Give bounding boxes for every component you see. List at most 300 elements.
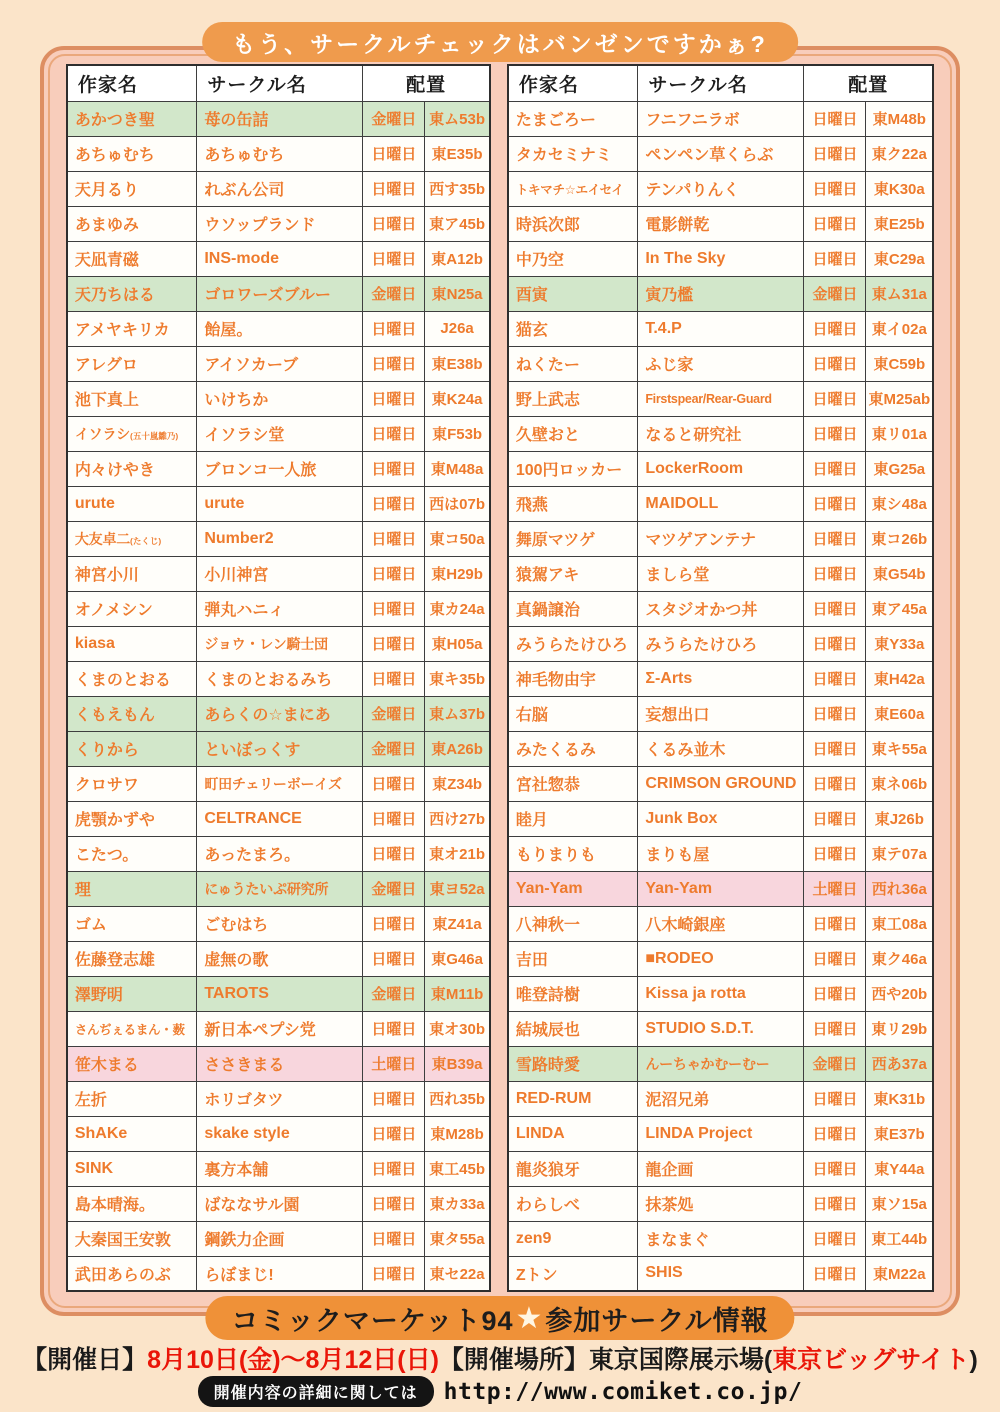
day-cell: 日曜日 bbox=[363, 486, 425, 521]
place-cell: 東オ21b bbox=[425, 836, 490, 871]
table-row bbox=[67, 241, 490, 276]
table-row bbox=[508, 241, 933, 276]
author-cell: 真鍋譲治 bbox=[508, 591, 638, 626]
place-cell: 東リ01a bbox=[866, 416, 933, 451]
author-cell: 雪路時愛 bbox=[508, 1046, 638, 1081]
author-cell: イソラシ(五十嵐雛乃) bbox=[67, 416, 197, 451]
author-cell: ねくたー bbox=[508, 346, 638, 381]
place-cell: 東リ29b bbox=[866, 1011, 933, 1046]
author-cell: 八神秋一 bbox=[508, 906, 638, 941]
author-cell: 島本晴海。 bbox=[67, 1186, 197, 1221]
table-row bbox=[67, 1081, 490, 1116]
author-cell: 天乃ちはる bbox=[67, 276, 197, 311]
table-row bbox=[67, 1116, 490, 1151]
day-cell: 日曜日 bbox=[363, 801, 425, 836]
circle-cell: あらくの☆まにあ bbox=[197, 696, 363, 731]
header-placement: 配置 bbox=[804, 65, 933, 101]
table-row bbox=[508, 1151, 933, 1186]
place-cell: 東イ02a bbox=[866, 311, 933, 346]
header-placement: 配置 bbox=[363, 65, 490, 101]
author-cell: 唯登詩樹 bbox=[508, 976, 638, 1011]
author-cell: みたくるみ bbox=[508, 731, 638, 766]
circle-cell: 寅乃檻 bbox=[638, 276, 804, 311]
table-row bbox=[508, 521, 933, 556]
venue-name-close: ) bbox=[969, 1346, 978, 1374]
circle-cell: マツゲアンテナ bbox=[638, 521, 804, 556]
place-cell: 東F53b bbox=[425, 416, 490, 451]
table-row bbox=[67, 626, 490, 661]
table-row bbox=[508, 136, 933, 171]
circle-cell: フニフニラボ bbox=[638, 101, 804, 136]
table-row bbox=[508, 381, 933, 416]
place-cell: 東G46a bbox=[425, 941, 490, 976]
place-cell: 東E35b bbox=[425, 136, 490, 171]
circle-cell: ■RODEO bbox=[638, 941, 804, 976]
table-row bbox=[67, 381, 490, 416]
circle-cell: Σ-Arts bbox=[638, 661, 804, 696]
table-row bbox=[508, 276, 933, 311]
place-cell: 東ク46a bbox=[866, 941, 933, 976]
day-cell: 日曜日 bbox=[804, 941, 866, 976]
circle-cell: ごむはち bbox=[197, 906, 363, 941]
author-cell: ShAKe bbox=[67, 1116, 197, 1151]
place-cell: 東タ55a bbox=[425, 1221, 490, 1256]
circle-cell: ペンペン草くらぶ bbox=[638, 136, 804, 171]
table-row bbox=[508, 206, 933, 241]
place-cell: 東コ50a bbox=[425, 521, 490, 556]
place-cell: 東H42a bbox=[866, 661, 933, 696]
author-cell: 池下真上 bbox=[67, 381, 197, 416]
table-row bbox=[67, 171, 490, 206]
circle-cell: ささきまる bbox=[197, 1046, 363, 1081]
place-cell: 東Y44a bbox=[866, 1151, 933, 1186]
place-cell: 東K31b bbox=[866, 1081, 933, 1116]
place-cell: 東M22a bbox=[866, 1256, 933, 1291]
table-row bbox=[67, 1186, 490, 1221]
author-cell: 舞原マツゲ bbox=[508, 521, 638, 556]
circle-cell: ましら堂 bbox=[638, 556, 804, 591]
author-cell: クロサワ bbox=[67, 766, 197, 801]
header-circle: サークル名 bbox=[638, 65, 804, 101]
author-cell: 大友卓二(たくじ) bbox=[67, 521, 197, 556]
place-cell: 東J26b bbox=[866, 801, 933, 836]
place-cell: 東C29a bbox=[866, 241, 933, 276]
table-row bbox=[508, 766, 933, 801]
place-cell: 東A26b bbox=[425, 731, 490, 766]
table-row bbox=[508, 1256, 933, 1291]
day-cell: 日曜日 bbox=[363, 521, 425, 556]
place-cell: 東セ22a bbox=[425, 1256, 490, 1291]
circle-cell: 裏方本舗 bbox=[197, 1151, 363, 1186]
circle-cell: TAROTS bbox=[197, 976, 363, 1011]
circle-cell: SHIS bbox=[638, 1256, 804, 1291]
table-row bbox=[67, 976, 490, 1011]
circle-cell: あちゅむち bbox=[197, 136, 363, 171]
place-cell: 東C59b bbox=[866, 346, 933, 381]
place-cell: 東ク22a bbox=[866, 136, 933, 171]
table-row bbox=[508, 836, 933, 871]
author-cell: たまごろー bbox=[508, 101, 638, 136]
day-cell: 日曜日 bbox=[363, 241, 425, 276]
place-cell: 東K30a bbox=[866, 171, 933, 206]
circle-cell: ふじ家 bbox=[638, 346, 804, 381]
table-row bbox=[67, 1151, 490, 1186]
circle-cell: MAIDOLL bbox=[638, 486, 804, 521]
table-row bbox=[508, 486, 933, 521]
table-row bbox=[67, 871, 490, 906]
day-cell: 日曜日 bbox=[804, 451, 866, 486]
day-cell: 日曜日 bbox=[363, 626, 425, 661]
table-row bbox=[508, 1011, 933, 1046]
table-row bbox=[508, 171, 933, 206]
circle-cell: スタジオかつ丼 bbox=[638, 591, 804, 626]
day-cell: 日曜日 bbox=[363, 451, 425, 486]
day-cell: 日曜日 bbox=[363, 661, 425, 696]
place-cell: 東ム53b bbox=[425, 101, 490, 136]
author-cell: くりから bbox=[67, 731, 197, 766]
day-cell: 日曜日 bbox=[804, 731, 866, 766]
circle-cell: といぼっくす bbox=[197, 731, 363, 766]
circle-cell: In The Sky bbox=[638, 241, 804, 276]
place-cell: 東Z41a bbox=[425, 906, 490, 941]
day-cell: 日曜日 bbox=[363, 1186, 425, 1221]
header-author: 作家名 bbox=[508, 65, 638, 101]
table-row bbox=[67, 311, 490, 346]
place-cell: 東ム37b bbox=[425, 696, 490, 731]
circle-table-right bbox=[507, 64, 934, 1292]
author-cell: くもえもん bbox=[67, 696, 197, 731]
circle-cell: いけちか bbox=[197, 381, 363, 416]
place-cell: 東テ07a bbox=[866, 836, 933, 871]
author-cell: みうらたけひろ bbox=[508, 626, 638, 661]
day-cell: 日曜日 bbox=[804, 766, 866, 801]
bottom-banner-text-right: 参加サークル情報 bbox=[545, 1305, 769, 1336]
circle-cell: 電影餅乾 bbox=[638, 206, 804, 241]
day-cell: 日曜日 bbox=[363, 416, 425, 451]
author-cell: 吉田 bbox=[508, 941, 638, 976]
place-cell: 東G25a bbox=[866, 451, 933, 486]
place-cell: 東M25ab bbox=[866, 381, 933, 416]
table-row bbox=[508, 731, 933, 766]
circle-cell: あったまろ。 bbox=[197, 836, 363, 871]
venue-name: 東京国際展示場( bbox=[588, 1346, 773, 1374]
author-cell: 宮社惣恭 bbox=[508, 766, 638, 801]
day-cell: 日曜日 bbox=[804, 311, 866, 346]
circle-table-left bbox=[66, 64, 491, 1292]
table-row bbox=[508, 1221, 933, 1256]
place-cell: 東N25a bbox=[425, 276, 490, 311]
author-cell: 笹木まる bbox=[67, 1046, 197, 1081]
table-row bbox=[67, 451, 490, 486]
open-date-label: 【開催日】 bbox=[22, 1346, 148, 1374]
circle-cell: くまのとおるみち bbox=[197, 661, 363, 696]
author-cell: 龍炎狼牙 bbox=[508, 1151, 638, 1186]
day-cell: 日曜日 bbox=[804, 101, 866, 136]
author-cell: 結城辰也 bbox=[508, 1011, 638, 1046]
venue-label: 【開催場所】 bbox=[438, 1346, 589, 1374]
place-cell: 西は07b bbox=[425, 486, 490, 521]
day-cell: 日曜日 bbox=[804, 661, 866, 696]
website-line bbox=[0, 1376, 1000, 1407]
circle-cell: Kissa ja rotta bbox=[638, 976, 804, 1011]
circle-cell: れぶん公司 bbox=[197, 171, 363, 206]
top-banner-text: もう、サークルチェックはバンゼンですかぁ? bbox=[232, 30, 768, 57]
place-cell: 東ヨ52a bbox=[425, 871, 490, 906]
author-cell: 野上武志 bbox=[508, 381, 638, 416]
table-row bbox=[67, 521, 490, 556]
day-cell: 日曜日 bbox=[804, 801, 866, 836]
day-cell: 日曜日 bbox=[363, 556, 425, 591]
author-cell: 澤野明 bbox=[67, 976, 197, 1011]
table-row bbox=[67, 1256, 490, 1291]
table-row bbox=[508, 1046, 933, 1081]
table-row bbox=[508, 101, 933, 136]
tables-container bbox=[0, 64, 1000, 1292]
author-cell: オノメシン bbox=[67, 591, 197, 626]
circle-cell: ウソップランド bbox=[197, 206, 363, 241]
circle-cell: 抹茶処 bbox=[638, 1186, 804, 1221]
author-cell: 理 bbox=[67, 871, 197, 906]
day-cell: 金曜日 bbox=[363, 276, 425, 311]
circle-cell: 龍企画 bbox=[638, 1151, 804, 1186]
circle-cell: まなまぐ bbox=[638, 1221, 804, 1256]
day-cell: 日曜日 bbox=[804, 696, 866, 731]
table-row bbox=[67, 101, 490, 136]
table-row bbox=[67, 766, 490, 801]
author-cell: 久壁おと bbox=[508, 416, 638, 451]
day-cell: 金曜日 bbox=[804, 276, 866, 311]
author-cell: LINDA bbox=[508, 1116, 638, 1151]
day-cell: 日曜日 bbox=[363, 1256, 425, 1291]
table-row bbox=[508, 416, 933, 451]
table-row bbox=[67, 136, 490, 171]
circle-cell: 町田チェリーボーイズ bbox=[197, 766, 363, 801]
author-cell: 右脳 bbox=[508, 696, 638, 731]
day-cell: 日曜日 bbox=[804, 241, 866, 276]
place-cell: 東E60a bbox=[866, 696, 933, 731]
day-cell: 日曜日 bbox=[804, 171, 866, 206]
place-cell: 東工45b bbox=[425, 1151, 490, 1186]
header-row bbox=[67, 65, 490, 101]
event-info-line bbox=[0, 1340, 1000, 1376]
day-cell: 日曜日 bbox=[804, 346, 866, 381]
table-row bbox=[67, 206, 490, 241]
circle-cell: 弾丸ハニィ bbox=[197, 591, 363, 626]
circle-cell: 小川神宮 bbox=[197, 556, 363, 591]
day-cell: 日曜日 bbox=[363, 171, 425, 206]
circle-cell: Yan-Yam bbox=[638, 871, 804, 906]
circle-cell: まりも屋 bbox=[638, 836, 804, 871]
website-url: http://www.comiket.co.jp/ bbox=[443, 1378, 803, 1405]
table-row bbox=[508, 1081, 933, 1116]
author-cell: SINK bbox=[67, 1151, 197, 1186]
table-row bbox=[67, 941, 490, 976]
day-cell: 日曜日 bbox=[363, 1221, 425, 1256]
table-row bbox=[67, 661, 490, 696]
author-cell: くまのとおる bbox=[67, 661, 197, 696]
place-cell: 東カ33a bbox=[425, 1186, 490, 1221]
table-row bbox=[508, 801, 933, 836]
circle-cell: くるみ並木 bbox=[638, 731, 804, 766]
circle-cell: ばななサル園 bbox=[197, 1186, 363, 1221]
circle-cell: LockerRoom bbox=[638, 451, 804, 486]
table-row bbox=[67, 696, 490, 731]
table-row bbox=[67, 346, 490, 381]
day-cell: 金曜日 bbox=[363, 696, 425, 731]
day-cell: 日曜日 bbox=[804, 486, 866, 521]
circle-cell: 苺の缶詰 bbox=[197, 101, 363, 136]
day-cell: 日曜日 bbox=[804, 591, 866, 626]
author-cell: トキマチ☆エイセイ bbox=[508, 171, 638, 206]
day-cell: 日曜日 bbox=[804, 1256, 866, 1291]
author-cell: アレグロ bbox=[67, 346, 197, 381]
author-cell: zen9 bbox=[508, 1221, 638, 1256]
place-cell: 東H29b bbox=[425, 556, 490, 591]
table-row bbox=[67, 556, 490, 591]
table-row bbox=[67, 1011, 490, 1046]
circle-cell: にゅうたいぷ研究所 bbox=[197, 871, 363, 906]
table-row bbox=[508, 556, 933, 591]
bottom-banner bbox=[205, 1296, 794, 1340]
author-cell: 武田あらのぶ bbox=[67, 1256, 197, 1291]
circle-cell: CELTRANCE bbox=[197, 801, 363, 836]
author-cell: 睦月 bbox=[508, 801, 638, 836]
author-cell: 中乃空 bbox=[508, 241, 638, 276]
day-cell: 日曜日 bbox=[804, 1151, 866, 1186]
author-cell: あまゆみ bbox=[67, 206, 197, 241]
author-cell: 酉寅 bbox=[508, 276, 638, 311]
circle-cell: テンパりんく bbox=[638, 171, 804, 206]
author-cell: 大秦国王安敦 bbox=[67, 1221, 197, 1256]
table-row bbox=[67, 276, 490, 311]
circle-cell: みうらたけひろ bbox=[638, 626, 804, 661]
day-cell: 日曜日 bbox=[804, 1011, 866, 1046]
table-row bbox=[508, 696, 933, 731]
place-cell: 東Z34b bbox=[425, 766, 490, 801]
day-cell: 土曜日 bbox=[363, 1046, 425, 1081]
place-cell: 東工08a bbox=[866, 906, 933, 941]
author-cell: 神毛物由宇 bbox=[508, 661, 638, 696]
author-cell: 内々けやき bbox=[67, 451, 197, 486]
venue-name-highlight: 東京ビッグサイト bbox=[772, 1346, 970, 1374]
author-note: (たくじ) bbox=[130, 535, 162, 546]
table-row bbox=[67, 416, 490, 451]
circle-cell: Number2 bbox=[197, 521, 363, 556]
circle-cell: らぼまじ! bbox=[197, 1256, 363, 1291]
author-cell: kiasa bbox=[67, 626, 197, 661]
table-row bbox=[67, 906, 490, 941]
header-author: 作家名 bbox=[67, 65, 197, 101]
table-row bbox=[67, 591, 490, 626]
author-cell: 飛燕 bbox=[508, 486, 638, 521]
author-cell: ゴム bbox=[67, 906, 197, 941]
author-cell: もりまりも bbox=[508, 836, 638, 871]
place-cell: 東カ24a bbox=[425, 591, 490, 626]
table-row bbox=[508, 941, 933, 976]
place-cell: 東E38b bbox=[425, 346, 490, 381]
day-cell: 日曜日 bbox=[804, 1081, 866, 1116]
circle-cell: STUDIO S.D.T. bbox=[638, 1011, 804, 1046]
circle-cell: 飴屋。 bbox=[197, 311, 363, 346]
circle-cell: Junk Box bbox=[638, 801, 804, 836]
day-cell: 日曜日 bbox=[804, 381, 866, 416]
table-row bbox=[508, 1116, 933, 1151]
table-row bbox=[67, 801, 490, 836]
table-row bbox=[508, 346, 933, 381]
circle-cell: T.4.P bbox=[638, 311, 804, 346]
author-cell: 天凪青磁 bbox=[67, 241, 197, 276]
author-cell: さんぢぇるまん・薮 bbox=[67, 1011, 197, 1046]
day-cell: 日曜日 bbox=[363, 906, 425, 941]
table-row bbox=[508, 906, 933, 941]
table-row bbox=[67, 731, 490, 766]
circle-cell: イソラシ堂 bbox=[197, 416, 363, 451]
author-cell: こたつ。 bbox=[67, 836, 197, 871]
table-row bbox=[67, 1046, 490, 1081]
circle-cell: ゴロワーズブルー bbox=[197, 276, 363, 311]
day-cell: 金曜日 bbox=[804, 1046, 866, 1081]
day-cell: 日曜日 bbox=[363, 836, 425, 871]
circle-cell: skake style bbox=[197, 1116, 363, 1151]
place-cell: 東コ26b bbox=[866, 521, 933, 556]
day-cell: 土曜日 bbox=[804, 871, 866, 906]
header-circle: サークル名 bbox=[197, 65, 363, 101]
header-row bbox=[508, 65, 933, 101]
place-cell: 東M48a bbox=[425, 451, 490, 486]
author-cell: あかつき聖 bbox=[67, 101, 197, 136]
day-cell: 日曜日 bbox=[363, 1081, 425, 1116]
circle-cell: なると研究社 bbox=[638, 416, 804, 451]
table-row bbox=[67, 1221, 490, 1256]
place-cell: 東ム31a bbox=[866, 276, 933, 311]
circle-cell: INS-mode bbox=[197, 241, 363, 276]
place-cell: 東B39a bbox=[425, 1046, 490, 1081]
detail-pill: 開催内容の詳細に関しては bbox=[198, 1376, 434, 1407]
top-banner bbox=[202, 22, 798, 62]
place-cell: J26a bbox=[425, 311, 490, 346]
place-cell: 東K24a bbox=[425, 381, 490, 416]
circle-cell: 泥沼兄弟 bbox=[638, 1081, 804, 1116]
author-cell: わらしべ bbox=[508, 1186, 638, 1221]
author-cell: あちゅむち bbox=[67, 136, 197, 171]
place-cell: 東G54b bbox=[866, 556, 933, 591]
day-cell: 日曜日 bbox=[804, 976, 866, 1011]
day-cell: 日曜日 bbox=[804, 1186, 866, 1221]
day-cell: 日曜日 bbox=[363, 1011, 425, 1046]
table-row bbox=[508, 311, 933, 346]
day-cell: 日曜日 bbox=[363, 1151, 425, 1186]
circle-cell: 虚無の歌 bbox=[197, 941, 363, 976]
table-row bbox=[508, 1186, 933, 1221]
place-cell: 西あ37a bbox=[866, 1046, 933, 1081]
table-body-left bbox=[67, 101, 490, 1291]
place-cell: 東オ30b bbox=[425, 1011, 490, 1046]
day-cell: 金曜日 bbox=[363, 731, 425, 766]
day-cell: 金曜日 bbox=[363, 976, 425, 1011]
circle-cell: 妄想出口 bbox=[638, 696, 804, 731]
circle-cell: CRIMSON GROUND bbox=[638, 766, 804, 801]
author-cell: Zトン bbox=[508, 1256, 638, 1291]
circle-cell: ブロンコ一人旅 bbox=[197, 451, 363, 486]
place-cell: 西れ36a bbox=[866, 871, 933, 906]
day-cell: 日曜日 bbox=[804, 521, 866, 556]
day-cell: 日曜日 bbox=[363, 591, 425, 626]
table-row bbox=[508, 451, 933, 486]
table-row bbox=[508, 976, 933, 1011]
place-cell: 西け27b bbox=[425, 801, 490, 836]
author-cell: RED-RUM bbox=[508, 1081, 638, 1116]
place-cell: 西す35b bbox=[425, 171, 490, 206]
